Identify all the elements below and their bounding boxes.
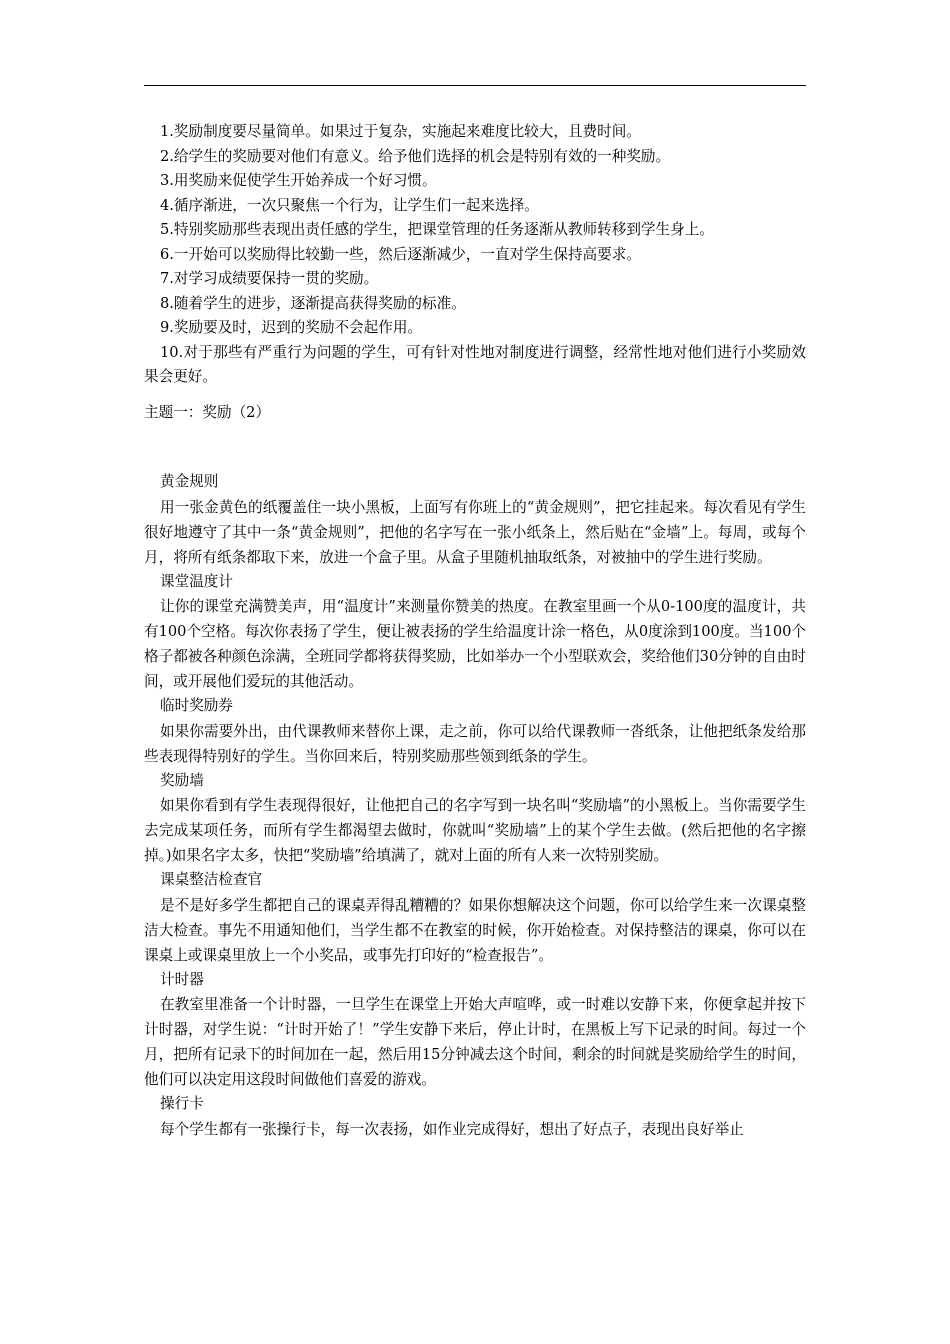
list-item: 3.用奖励来促使学生开始养成一个好习惯。 [160,172,437,189]
section-body: 如果你看到有学生表现得很好，让他把自己的名字写到一块名叫“奖励墙”的小黑板上。当你需要学生去完成某项任务，而所有学生都渴望去做时，你就叫“奖励墙”上的某个学生去做。(然后把他的名字擦掉。)如果名字太多，快把“奖励墙”给填满了，就对上面的所有人来一次特别奖励。 [144,797,806,864]
list-item: 5.特别奖励那些表现出责任感的学生，把课堂管理的任务逐渐从教师转移到学生身上。 [160,221,714,238]
section-heading: 操行卡 [160,1095,204,1112]
section-heading: 课桌整洁检查官 [160,871,263,888]
section-body: 如果你需要外出，由代课教师来替你上课，走之前，你可以给代课教师一沓纸条，让他把纸条发给那些表现得特别好的学生。当你回来后，特别奖励那些领到纸条的学生。 [144,722,806,765]
section-heading: 奖励墙 [160,771,204,789]
section-body: 用一张金黄色的纸覆盖住一块小黑板，上面写有你班上的“黄金规则”，把它挂起来。每次看见有学生很好地遵守了其中一条“黄金规则”，把他的名字写在一张小纸条上，然后贴在“金墙”上。每周，或每个月，将所有纸条都取下来，放进一个盒子里。从盒子里随机抽取纸条，对被抽中的学生进行奖励。 [144,498,806,566]
tips-list [144,120,806,390]
section-body: 每个学生都有一张操行卡，每一次表扬，如作业完成得好，想出了好点子，表现出良好举止 [160,1120,744,1138]
header-rule [144,85,806,86]
list-item: 10.对于那些有严重行为问题的学生，可有针对性地对制度进行调整，经常性地对他们进行小奖励效果会更好。 [144,343,806,385]
list-item: 6.一开始可以奖励得比较勤一些，然后逐渐减少，一直对学生保持高要求。 [160,245,641,263]
section-thermometer [144,570,806,695]
section-golden-rules [144,470,806,570]
topic-title: 主题一：奖励（2） [144,403,271,421]
list-item: 7.对学习成绩要保持一贯的奖励。 [160,270,379,287]
section-timer [144,968,806,1093]
section-heading: 课堂温度计 [160,572,233,590]
section-body: 让你的课堂充满赞美声，用“温度计”来测量你赞美的热度。在教室里画一个从0-100度的温度计，共有100个空格。每次你表扬了学生，便让被表扬的学生给温度计涂一格色，从0度涂到100度。当100个格子都被各种颜色涂满，全班同学都将获得奖励，比如举办一个小型联欢会，奖给他们30分钟的自由时间，或开展他们爱玩的其他活动。 [144,598,807,690]
document-page [144,120,806,1142]
section-reward-wall [144,769,806,869]
list-item: 1.奖励制度要尽量简单。如果过于复杂，实施起来难度比较大，且费时间。 [160,123,641,140]
section-desk-inspector [144,868,806,968]
section-body: 是不是好多学生都把自己的课桌弄得乱糟糟的？如果你想解决这个问题，你可以给学生来一次课桌整洁大检查。事先不用通知他们，当学生都不在教室的时候，你开始检查。对保持整洁的课桌，你可以在课桌上或课桌里放上一个小奖品，或事先打印好的“检查报告”。 [144,896,806,964]
list-item: 8.随着学生的进步，逐渐提高获得奖励的标准。 [160,294,466,312]
list-item: 9.奖励要及时，迟到的奖励不会起作用。 [160,319,423,336]
section-conduct-card [144,1092,806,1142]
list-item: 4.循序渐进，一次只聚焦一个行为，让学生们一起来选择。 [160,196,539,214]
section-heading: 临时奖励券 [160,697,233,714]
section-heading: 黄金规则 [160,473,219,490]
section-body: 在教室里准备一个计时器，一旦学生在课堂上开始大声喧哗，或一时难以安静下来，你便拿起并按下计时器，对学生说：“计时开始了！”学生安静下来后，停止计时，在黑板上写下记录的时间。每过一个月，把所有记录下的时间加在一起，然后用15分钟减去这个时间，剩余的时间就是奖励给学生的时间，他们可以决定用这段时间做他们喜爱的游戏。 [144,996,806,1088]
section-temp-voucher [144,694,806,769]
section-heading: 计时器 [160,970,204,988]
list-item: 2.给学生的奖励要对他们有意义。给予他们选择的机会是特别有效的一种奖励。 [160,147,671,165]
spacer [144,425,806,470]
